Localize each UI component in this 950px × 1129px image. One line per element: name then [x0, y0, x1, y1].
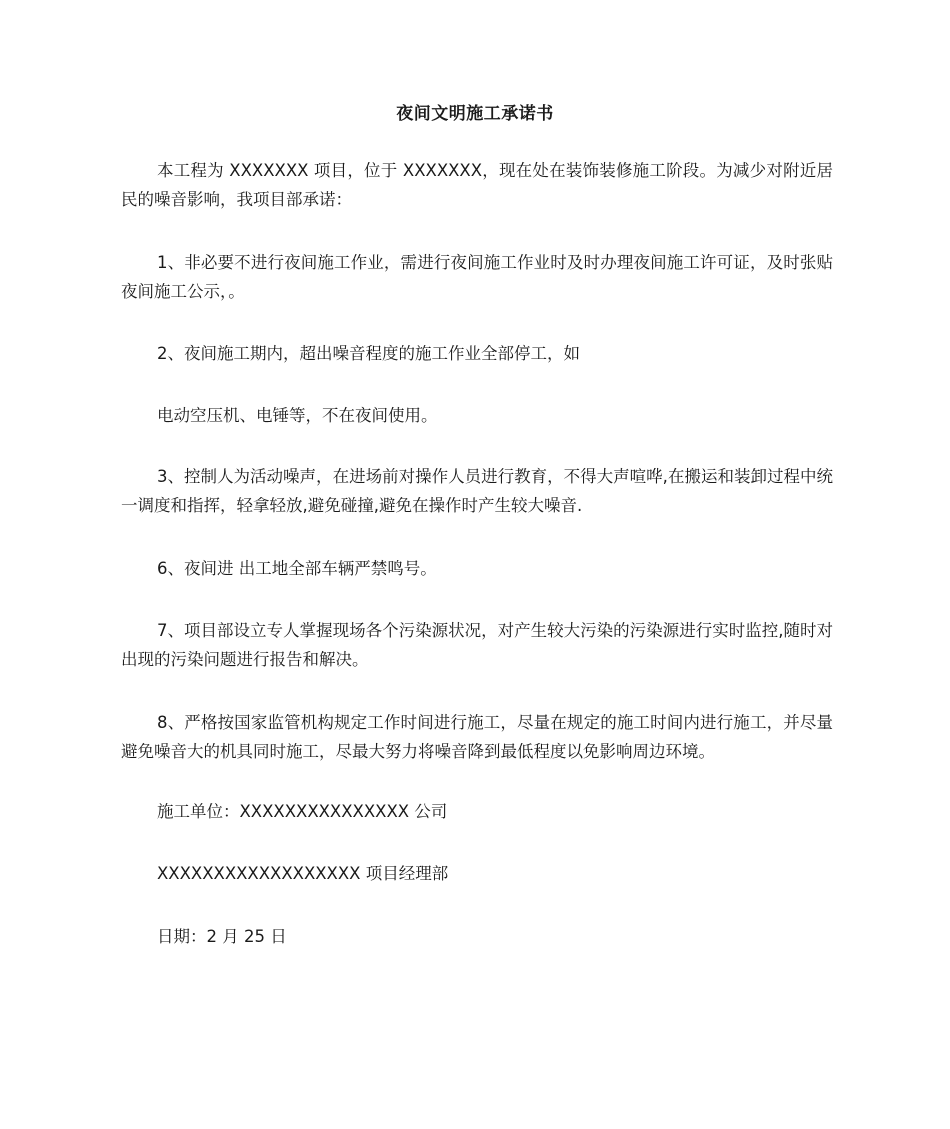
signature-date: 日期：2 月 25 日: [157, 927, 287, 946]
commitment-item-3: 3、控制人为活动噪声，在进场前对操作人员进行教育，不得大声喧哗,在搬运和装卸过程中统一调度和指挥，轻拿轻放,避免碰撞,避免在操作时产生较大噪音.: [121, 467, 833, 515]
intro-paragraph: 本工程为 XXXXXXX 项目，位于 XXXXXXX，现在处在装饰装修施工阶段。为减少对附近居民的噪音影响，我项目部承诺：: [121, 161, 833, 209]
document-title: 夜间文明施工承诺书: [396, 104, 554, 124]
commitment-item-8: 8、严格按国家监管机构规定工作时间进行施工，尽量在规定的施工时间内进行施工，并尽量避免噪音大的机具同时施工，尽最大努力将噪音降到最低程度以免影响周边环境。: [121, 713, 833, 761]
commitment-item-2: 2、夜间施工期内，超出噪音程度的施工作业全部停工，如: [157, 344, 580, 363]
signature-department: XXXXXXXXXXXXXXXXXX 项目经理部: [157, 864, 449, 883]
commitment-item-6: 6、夜间进 出工地全部车辆严禁鸣号。: [157, 559, 437, 578]
commitment-item-2-continued: 电动空压机、电锤等，不在夜间使用。: [157, 406, 438, 425]
commitment-item-1: 1、非必要不进行夜间施工作业，需进行夜间施工作业时及时办理夜间施工许可证，及时张贴夜间施工公示，。: [121, 253, 833, 301]
signature-company: 施工单位：XXXXXXXXXXXXXXX 公司: [157, 802, 448, 821]
commitment-item-7: 7、项目部设立专人掌握现场各个污染源状况，对产生较大污染的污染源进行实时监控,随时对出现的污染问题进行报告和解决。: [121, 621, 833, 669]
